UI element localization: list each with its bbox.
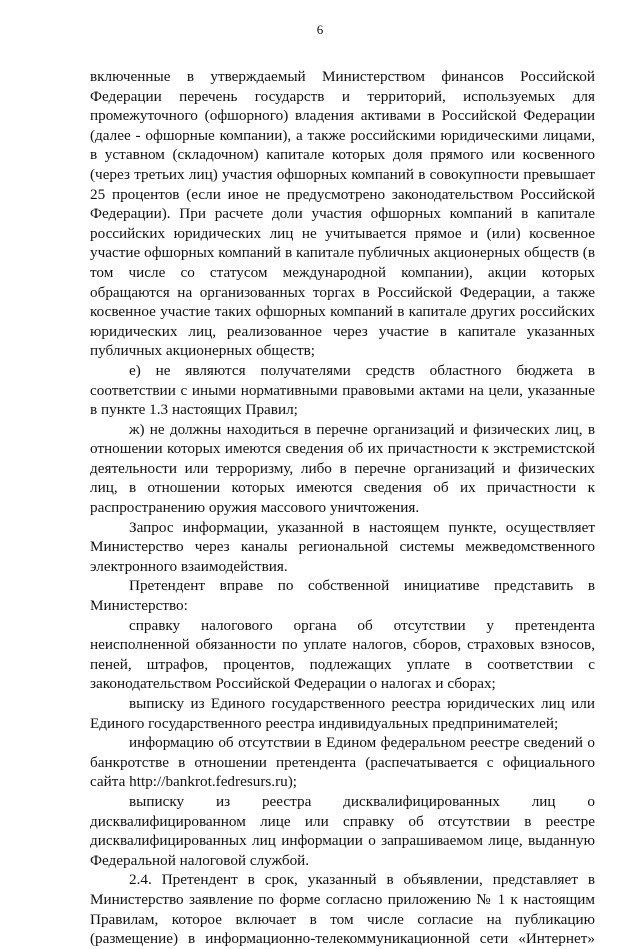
- paragraph-disqualified-registry: выписку из реестра дисквалифицированных лиц о дисквалифицированном лице или справку об отсутствии в реестре дисквалифицированных лиц информации о запрашиваемом лице, выданную Федеральной налоговой службой.: [90, 792, 595, 869]
- paragraph-item-zh: ж) не должны находиться в перечне организаций и физических лиц, в отношении которых имеются сведения об их причастности к экстремистской деятельности или терроризму, либо в перечне организаций и физических лиц, в отношении которых имеются сведения об их причастности к распространению оружия массового уничтожения.: [90, 420, 595, 517]
- paragraph-offshore-continuation: включенные в утверждаемый Министерством финансов Российской Федерации перечень государств и территорий, используемых для промежуточного (офшорного) владения активами в Российской Федерации (далее - офшорные компании), а также российскими юридическими лицами, в уставном (складочном) капитале которых доля прямого или косвенного (через третьих лиц) участия офшорных компаний в совокупности превышает 25 процентов (если иное не предусмотрено законодательством Российской Федерации). При расчете доли участия офшорных компаний в капитале российских юридических лиц не учитывается прямое и (или) косвенное участие офшорных компаний в капитале публичных акционерных обществ (в том числе со статусом международной компании), акции которых обращаются на организованных торгах в Российской Федерации, а также косвенное участие таких офшорных компаний в капитале других российских юридических лиц, реализованное через участие в капитале указанных публичных акционерных обществ;: [90, 68, 595, 360]
- paragraph-bankruptcy-info: информацию об отсутствии в Едином федеральном реестре сведений о банкротстве в отношении претендента (распечатывается с официального сайта http://bankrot.fedresurs.ru);: [90, 734, 595, 791]
- paragraph-applicant-right: Претендент вправе по собственной инициативе представить в Министерство:: [90, 577, 595, 615]
- paragraph-info-request: Запрос информации, указанной в настоящем пункте, осуществляет Министерство через каналы региональной системы межведомственного электронного взаимодействия.: [90, 518, 595, 575]
- document-body: [90, 67, 595, 949]
- paragraph-section-2-4: 2.4. Претендент в срок, указанный в объявлении, представляет в Министерство заявление по форме согласно приложению № 1 к настоящим Правилам, которое включает в том числе согласие на публикацию (размещение) в информационно-телекоммуникационной сети «Интернет»: [90, 871, 595, 948]
- paragraph-tax-certificate: справку налогового органа об отсутствии у претендента неисполненной обязанности по уплате налогов, сборов, страховых взносов, пеней, штрафов, процентов, подлежащих уплате в соответствии с законодательством Российской Федерации о налогах и сборах;: [90, 616, 595, 693]
- page-number: 6: [316, 22, 324, 37]
- paragraph-egrul-extract: выписку из Единого государственного реестра юридических лиц или Единого государственного реестра индивидуальных предпринимателей;: [90, 695, 595, 732]
- paragraph-item-e: е) не являются получателями средств областного бюджета в соответствии с иными нормативными правовыми актами на цели, указанные в пункте 1.3 настоящих Правил;: [90, 361, 595, 419]
